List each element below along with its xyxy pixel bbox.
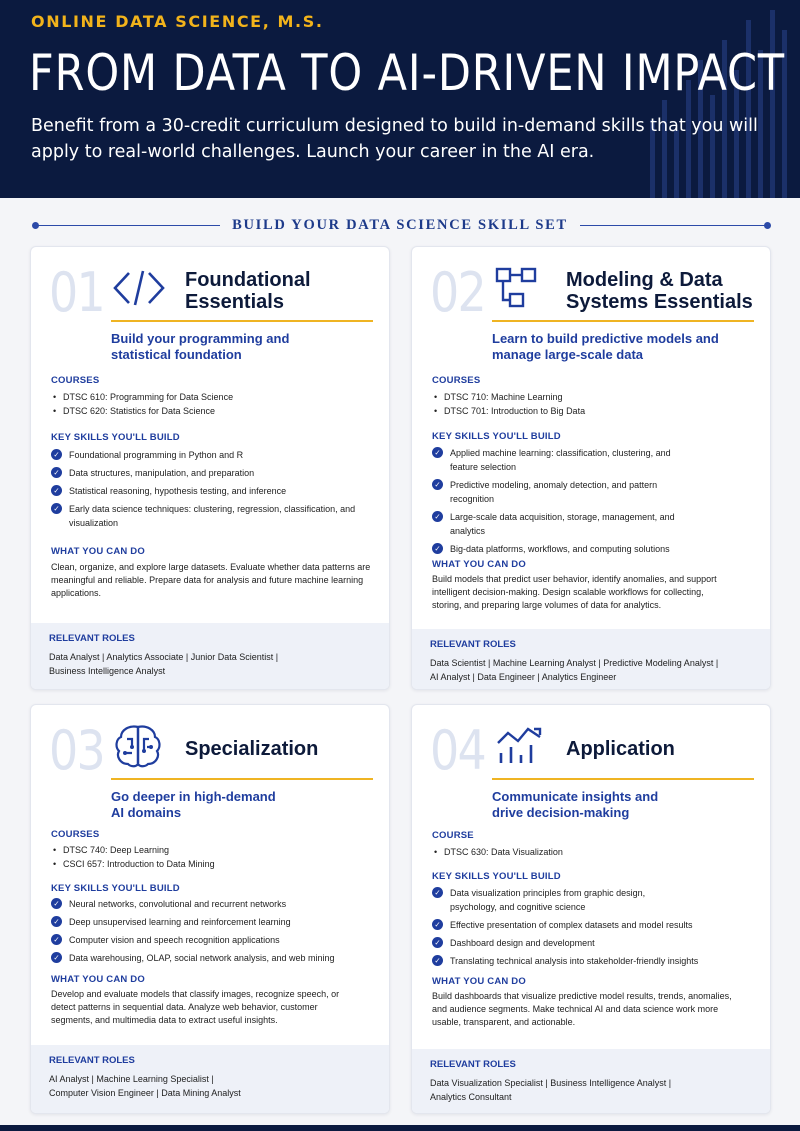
card-subtitle-line1: Learn to build predictive models and [492, 331, 719, 346]
card-title-line2: Essentials [185, 291, 284, 313]
skill-item: ✓ Neural networks, convolutional and recurrent networks [51, 897, 381, 911]
skill-item: ✓ Large-scale data acquisition, storage, management, and analytics [432, 510, 682, 538]
what-you-can-do-label: WHAT YOU CAN DO [51, 974, 145, 985]
skill-item: ✓ Big-data platforms, workflows, and computing solutions [432, 542, 762, 556]
roles-line: Data Visualization Specialist | Business Intelligence Analyst | [430, 1078, 672, 1088]
skill-list [432, 886, 762, 972]
skill-item: ✓ Computer vision and speech recognition applications [51, 933, 381, 947]
card-title-line1: Modeling & Data [566, 269, 723, 291]
skill-item: ✓ Statistical reasoning, hypothesis testing, and inference [51, 484, 381, 498]
relevant-roles [31, 1045, 389, 1113]
skill-item: ✓ Applied machine learning: classification, clustering, and feature selection [432, 446, 682, 474]
check-icon: ✓ [432, 887, 443, 898]
card-subtitle-line2: drive decision-making [492, 805, 630, 820]
course-label: COURSE [432, 830, 474, 841]
roles-label: RELEVANT ROLES [49, 633, 135, 644]
roles-line: Data Scientist | Machine Learning Analyst | Predictive Modeling Analyst | [430, 658, 719, 668]
skills-label: KEY SKILLS YOU'LL BUILD [51, 883, 180, 894]
skill-list [51, 897, 381, 969]
title-underline [492, 320, 754, 322]
roles-label: RELEVANT ROLES [430, 1059, 516, 1070]
courses-label: COURSES [51, 829, 100, 840]
card-number: 02 [430, 261, 486, 324]
check-icon: ✓ [51, 898, 62, 909]
card-title-line2: Systems Essentials [566, 291, 753, 313]
check-icon: ✓ [432, 919, 443, 930]
roles-line: AI Analyst | Data Engineer | Analytics Engineer [430, 672, 617, 682]
roles-line: Business Intelligence Analyst [49, 666, 166, 676]
course-list [51, 390, 381, 418]
card-title-line1: Foundational [185, 269, 311, 291]
card-number: 04 [430, 719, 486, 782]
check-icon: ✓ [432, 937, 443, 948]
skill-item: ✓ Translating technical analysis into stakeholder-friendly insights [432, 954, 762, 968]
code-brackets-icon [111, 265, 165, 311]
check-icon: ✓ [432, 447, 443, 458]
card-subtitle-line2: AI domains [111, 805, 182, 820]
check-icon: ✓ [432, 543, 443, 554]
roles-label: RELEVANT ROLES [49, 1055, 135, 1066]
courses-label: COURSES [51, 375, 100, 386]
card-number: 01 [49, 261, 105, 324]
skill-item: ✓ Data structures, manipulation, and preparation [51, 466, 381, 480]
card-subtitle-line1: Go deeper in high-demand [111, 789, 276, 804]
title-underline [111, 778, 373, 780]
check-icon: ✓ [51, 934, 62, 945]
check-icon: ✓ [51, 503, 62, 514]
relevant-roles [412, 1049, 770, 1113]
check-icon: ✓ [432, 955, 443, 966]
skill-item: ✓ Dashboard design and development [432, 936, 762, 950]
skill-list [51, 448, 381, 534]
skill-item: ✓ Predictive modeling, anomaly detection, and pattern recognition [432, 478, 682, 506]
card-subtitle-line2: statistical foundation [111, 347, 242, 362]
program-eyebrow: ONLINE DATA SCIENCE, M.S. [31, 12, 324, 31]
bar-chart-trend-icon [492, 723, 546, 769]
skill-item: ✓ Early data science techniques: clustering, regression, classification, and visualization [51, 502, 381, 530]
card-foundational-essentials [30, 246, 390, 690]
course-item: • DTSC 610: Programming for Data Science [51, 390, 381, 404]
system-blocks-icon [492, 265, 546, 311]
course-item: • DTSC 740: Deep Learning [51, 843, 381, 857]
what-you-can-do-text: Build models that predict user behavior, identify anomalies, and support intelligent decision-making. Design scalable workflows for collecting, storing, and preparing large volumes of data for analytics. [432, 574, 717, 610]
check-icon: ✓ [51, 467, 62, 478]
card-subtitle-line1: Communicate insights and [492, 789, 659, 804]
roles-line: Data Analyst | Analytics Associate | Junior Data Scientist | [49, 652, 279, 662]
skill-item: ✓ Deep unsupervised learning and reinforcement learning [51, 915, 381, 929]
check-icon: ✓ [51, 952, 62, 963]
card-subtitle-line1: Build your programming and [111, 331, 290, 346]
course-item: • DTSC 701: Introduction to Big Data [432, 404, 762, 418]
card-title: Specialization [185, 738, 319, 760]
skill-item: ✓ Data visualization principles from graphic design, psychology, and cognitive science [432, 886, 682, 914]
card-number: 03 [49, 719, 105, 782]
check-icon: ✓ [51, 916, 62, 927]
skill-list [432, 446, 682, 560]
page-headline: FROM DATA TO AI-DRIVEN IMPACT [29, 44, 786, 102]
card-subtitle-line2: manage large-scale data [492, 347, 644, 362]
footer-bar [0, 1125, 800, 1131]
section-title [0, 216, 800, 234]
hero-subhead: Benefit from a 30-credit curriculum designed to build in-demand skills that you will apply to real-world challenges. Launch your career in the AI era. [31, 116, 758, 162]
what-you-can-do-text: Develop and evaluate models that classify images, recognize speech, or detect patterns in sequential data. Analyze web behavior, customer segments, and multimedia data to extract useful insights. [51, 989, 340, 1025]
skill-item: ✓ Data warehousing, OLAP, social network analysis, and web mining [51, 951, 381, 965]
card-modeling-data-systems [411, 246, 771, 690]
what-you-can-do-label: WHAT YOU CAN DO [432, 559, 526, 570]
what-you-can-do-label: WHAT YOU CAN DO [432, 976, 526, 987]
card-application [411, 704, 771, 1114]
roles-line: AI Analyst | Machine Learning Specialist | [49, 1074, 214, 1084]
skill-item: ✓ Foundational programming in Python and R [51, 448, 381, 462]
card-title: Application [566, 738, 675, 760]
skills-label: KEY SKILLS YOU'LL BUILD [432, 431, 561, 442]
what-you-can-do-text: Clean, organize, and explore large datasets. Evaluate whether data patterns are meaningful and reliable. Prepare data for analysis and future machine learning applications. [51, 562, 371, 598]
course-list [432, 845, 762, 859]
course-item: • CSCI 657: Introduction to Data Mining [51, 857, 381, 871]
check-icon: ✓ [51, 485, 62, 496]
roles-line: Computer Vision Engineer | Data Mining Analyst [49, 1088, 241, 1098]
course-list [432, 390, 762, 418]
course-item: • DTSC 710: Machine Learning [432, 390, 762, 404]
check-icon: ✓ [432, 511, 443, 522]
what-you-can-do-label: WHAT YOU CAN DO [51, 546, 145, 557]
what-you-can-do-text: Build dashboards that visualize predictive model results, trends, anomalies, and audience segments. Make technical AI and data science work more usable, transparent, and actionable. [432, 991, 732, 1027]
check-icon: ✓ [432, 479, 443, 490]
skills-label: KEY SKILLS YOU'LL BUILD [432, 871, 561, 882]
roles-line: Analytics Consultant [430, 1092, 512, 1102]
relevant-roles [31, 623, 389, 689]
card-specialization [30, 704, 390, 1114]
courses-label: COURSES [432, 375, 481, 386]
course-item: • DTSC 630: Data Visualization [432, 845, 762, 859]
roles-label: RELEVANT ROLES [430, 639, 516, 650]
course-list [51, 843, 381, 871]
title-underline [492, 778, 754, 780]
skill-item: ✓ Effective presentation of complex datasets and model results [432, 918, 762, 932]
skills-label: KEY SKILLS YOU'LL BUILD [51, 432, 180, 443]
course-item: • DTSC 620: Statistics for Data Science [51, 404, 381, 418]
hero-banner [0, 0, 800, 198]
check-icon: ✓ [51, 449, 62, 460]
title-underline [111, 320, 373, 322]
relevant-roles [412, 629, 770, 689]
brain-circuit-icon [111, 723, 165, 769]
section-title-text: BUILD YOUR DATA SCIENCE SKILL SET [220, 217, 580, 233]
